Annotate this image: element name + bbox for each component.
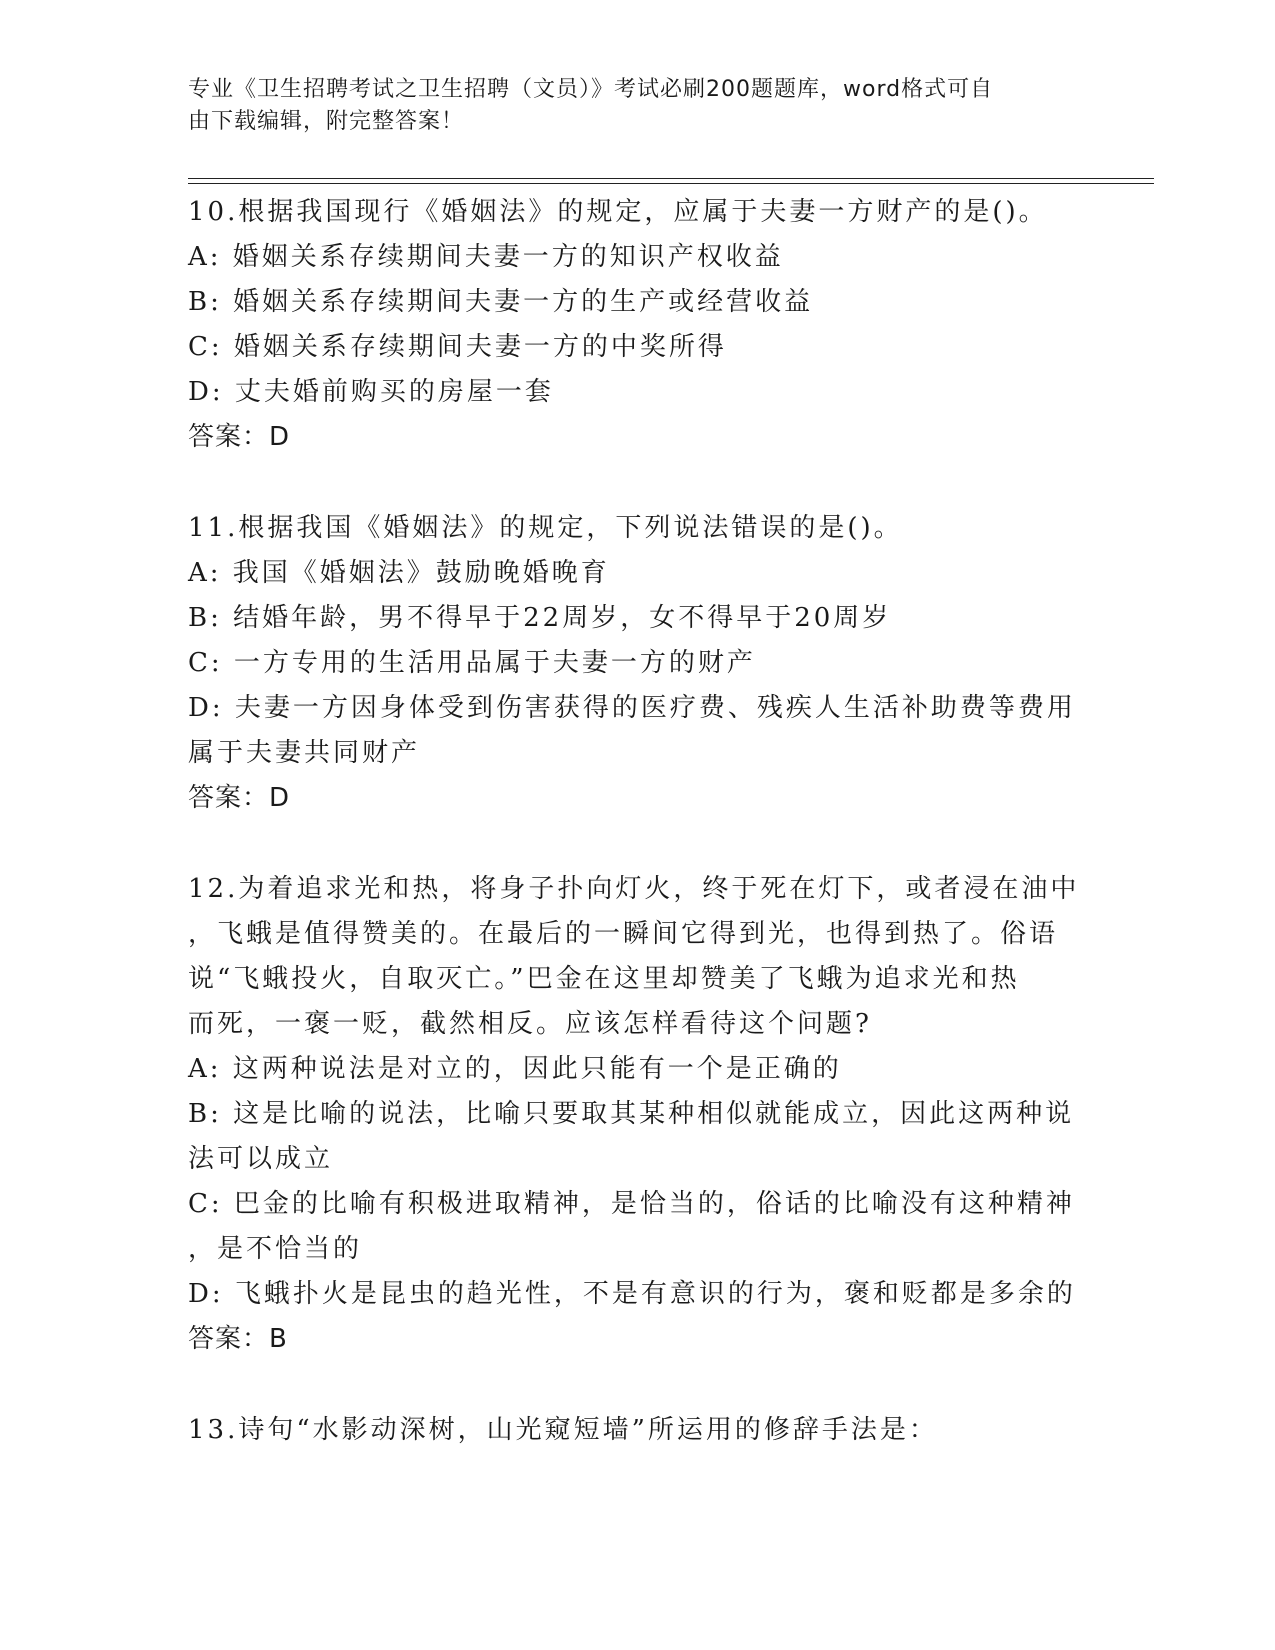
question-stem-continued: ，飞蛾是值得赞美的。在最后的一瞬间它得到光，也得到热了。俗语 xyxy=(188,919,1059,949)
question-stem: 12.为着追求光和热，将身子扑向灯火，终于死在灯下，或者浸在油中 xyxy=(188,874,1080,904)
option-b: B: 结婚年龄，男不得早于22周岁，女不得早于20周岁 xyxy=(188,603,892,633)
header-divider xyxy=(188,178,1154,179)
option-d: D: 夫妻一方因身体受到伤害获得的医疗费、残疾人生活补助费等费用 xyxy=(188,693,1076,723)
option-c: C: 婚姻关系存续期间夫妻一方的中奖所得 xyxy=(188,332,727,362)
question-stem-continued: 而死，一褒一贬，截然相反。应该怎样看待这个问题? xyxy=(188,1009,872,1039)
question-list xyxy=(188,190,1078,1453)
header-line: 由下载编辑，附完整答案！ xyxy=(188,109,465,134)
answer-label: 答案：B xyxy=(188,1324,288,1354)
option-c-continued: ，是不恰当的 xyxy=(188,1234,363,1264)
question-item xyxy=(188,190,1078,460)
question-item xyxy=(188,867,1078,1362)
spacer xyxy=(188,821,1078,867)
document-header xyxy=(188,74,1068,138)
option-a: A: 这两种说法是对立的，因此只能有一个是正确的 xyxy=(188,1054,842,1084)
header-divider xyxy=(188,183,1154,184)
spacer xyxy=(188,1362,1078,1408)
option-c: C: 巴金的比喻有积极进取精神，是恰当的，俗话的比喻没有这种精神 xyxy=(188,1189,1075,1219)
question-stem: 13.诗句“水影动深树，山光窥短墙”所运用的修辞手法是： xyxy=(188,1415,938,1445)
answer-label: 答案：D xyxy=(188,783,291,813)
spacer xyxy=(188,460,1078,506)
option-c: C: 一方专用的生活用品属于夫妻一方的财产 xyxy=(188,648,756,678)
question-stem-continued: 说“飞蛾投火，自取灭亡。”巴金在这里却赞美了飞蛾为追求光和热 xyxy=(188,964,1020,994)
option-b: B: 这是比喻的说法，比喻只要取其某种相似就能成立，因此这两种说 xyxy=(188,1099,1075,1129)
option-a: A: 我国《婚姻法》鼓励晚婚晚育 xyxy=(188,558,610,588)
question-stem: 11.根据我国《婚姻法》的规定，下列说法错误的是()。 xyxy=(188,513,903,543)
question-stem: 10.根据我国现行《婚姻法》的规定，应属于夫妻一方财产的是()。 xyxy=(188,197,1048,227)
question-item xyxy=(188,1408,1078,1453)
header-line: 专业《卫生招聘考试之卫生招聘（文员）》考试必刷200题题库，word格式可自 xyxy=(188,77,994,102)
option-d: D: 丈夫婚前购买的房屋一套 xyxy=(188,377,554,407)
answer-label: 答案：D xyxy=(188,422,291,452)
option-d: D: 飞蛾扑火是昆虫的趋光性，不是有意识的行为，褒和贬都是多余的 xyxy=(188,1279,1076,1309)
option-d-continued: 属于夫妻共同财产 xyxy=(188,738,421,768)
option-a: A: 婚姻关系存续期间夫妻一方的知识产权收益 xyxy=(188,242,784,272)
option-b-continued: 法可以成立 xyxy=(188,1144,334,1174)
question-item xyxy=(188,506,1078,821)
option-b: B: 婚姻关系存续期间夫妻一方的生产或经营收益 xyxy=(188,287,814,317)
